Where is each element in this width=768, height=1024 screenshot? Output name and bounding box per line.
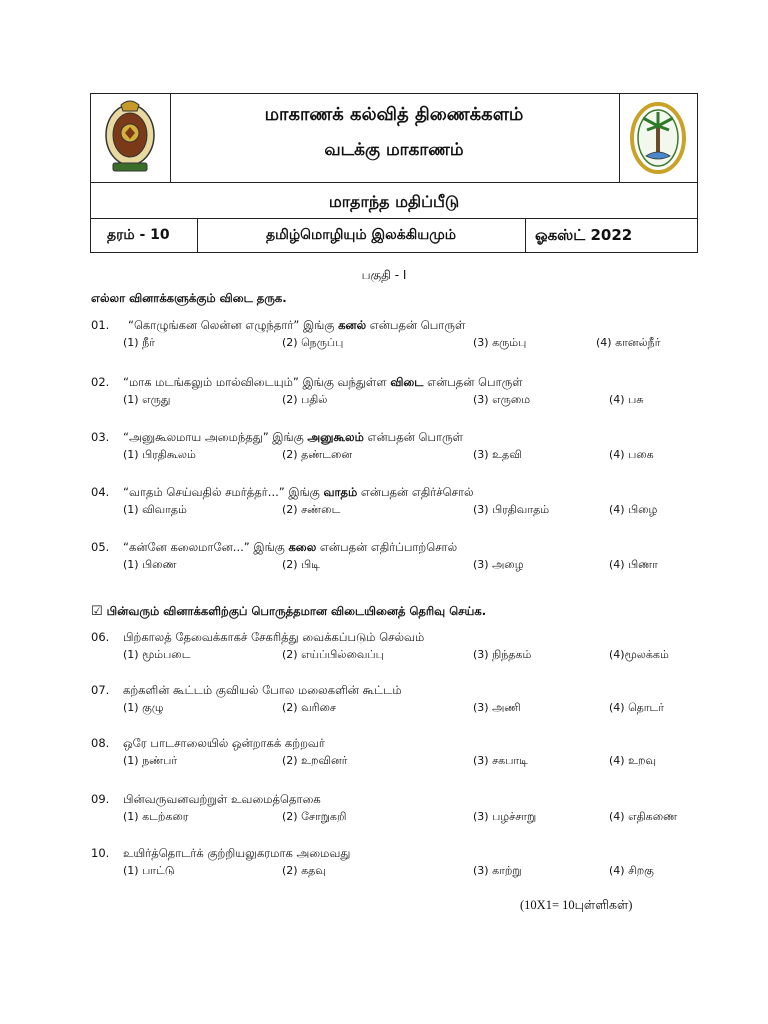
- question-stem: [123, 540, 457, 556]
- stem-text: என்பதன் எதிர்ச்சொல்: [357, 485, 474, 499]
- option: (3) அழை: [473, 558, 524, 571]
- question-number: 09.: [91, 792, 110, 806]
- key-word: கனல்: [338, 318, 367, 332]
- option: (3) நிந்தகம்: [473, 648, 532, 661]
- option: (4) பிழை: [609, 503, 658, 516]
- option: (3) சகபாடி: [473, 754, 528, 767]
- question-stem: உயிர்த்தொடர்க் குற்றியலுகரமாக அமைவது: [123, 846, 351, 860]
- marks-total: (10X1= 10புள்ளிகள்): [520, 898, 633, 912]
- option: (3) காற்று: [473, 864, 522, 877]
- option: (2) தண்டனை: [282, 448, 353, 461]
- key-word: கலை: [288, 540, 317, 554]
- key-word: வாதம்: [323, 485, 358, 499]
- option: (4)மூலக்கம்: [609, 648, 669, 661]
- header-divider: [525, 218, 526, 252]
- option: (3) கரும்பு: [473, 336, 527, 349]
- option: (1) பாட்டு: [123, 864, 175, 877]
- option: (2) உறவினர்: [282, 754, 348, 767]
- question-stem: [123, 375, 523, 391]
- option: (2) வரிசை: [282, 701, 337, 714]
- stem-text: “வாதம் செய்வதில் சமர்த்தர்...” இங்கு: [123, 485, 324, 499]
- option: (4) உறவு: [609, 754, 657, 767]
- question-number: 02.: [91, 375, 110, 389]
- part-title: பகுதி - I: [361, 268, 407, 282]
- question-stem: பின்வருவனவற்றுள் உவமைத்தொகை: [123, 792, 321, 806]
- option: (1) விவாதம்: [123, 503, 187, 516]
- stem-text: என்பதன் பொருள்: [366, 318, 466, 332]
- option: (4) பகை: [609, 448, 654, 461]
- question-stem: [123, 430, 463, 446]
- question-stem: பிற்காலத் தேவைக்காகச் சேகரித்து வைக்கப்படும் செல்வம்: [123, 630, 425, 644]
- instruction-text: பின்வரும் வினாக்களிற்குப் பொருத்தமான விடையினைத் தெரிவு செய்க.: [106, 604, 487, 618]
- option: (1) நீர்: [123, 336, 155, 349]
- question-number: 05.: [91, 540, 110, 554]
- northern-province-emblem-icon: [629, 100, 687, 176]
- stem-text: “அனுகூலமாய அமைந்தது” இங்கு: [123, 430, 308, 444]
- province-title: வடக்கு மாகாணம்: [324, 140, 464, 160]
- stem-text: “கன்னே கலைமானே...” இங்கு: [123, 540, 289, 554]
- question-number: 01.: [91, 318, 110, 332]
- question-number: 03.: [91, 430, 110, 444]
- option: (4) சிறகு: [609, 864, 654, 877]
- option: (1) மூம்படை: [123, 648, 191, 661]
- option: (4) கானல்நீர்: [596, 336, 661, 349]
- option: (3) எருமை: [473, 393, 531, 406]
- question-stem: [128, 318, 465, 334]
- option: (2) பதில்: [282, 393, 328, 406]
- option: (2) எய்ப்பில்வைப்பு: [282, 648, 384, 661]
- stem-text: என்பதன் பொருள்: [423, 375, 523, 389]
- sri-lanka-emblem-icon: [101, 99, 159, 175]
- option: (2) கதவு: [282, 864, 326, 877]
- exam-name: மாதாந்த மதிப்பீடு: [328, 192, 460, 211]
- question-stem: [123, 485, 474, 501]
- option: (1) குழு: [123, 701, 164, 714]
- option: (3) உதவி: [473, 448, 522, 461]
- stem-text: “மாக மடங்கலும் மால்விடையும்” இங்கு வந்துள்ள: [123, 375, 391, 389]
- key-word: விடை: [390, 375, 424, 389]
- key-word: அனுகூலம்: [307, 430, 364, 444]
- stem-text: “கொழுங்கன லென்ன எழுந்தார்” இங்கு: [128, 318, 339, 332]
- stem-text: என்பதன் பொருள்: [363, 430, 464, 444]
- option: (2) சோறுகறி: [282, 810, 347, 823]
- option: (1) எருது: [123, 393, 171, 406]
- header-box: [90, 93, 698, 253]
- question-number: 04.: [91, 485, 110, 499]
- header-divider: [619, 94, 620, 182]
- question-number: 10.: [91, 846, 110, 860]
- question-stem: கற்களின் கூட்டம் குவியல் போல மலைகளின் கூட்டம்: [123, 683, 402, 697]
- option: (3) பிரதிவாதம்: [473, 503, 550, 516]
- question-stem: ஒரே பாடசாலையில் ஒன்றாகக் கற்றவர்: [123, 736, 325, 750]
- option: (1) நண்பர்: [123, 754, 178, 767]
- question-number: 06.: [91, 630, 110, 644]
- stem-text: என்பதன் எதிர்ப்பாற்சொல்: [316, 540, 458, 554]
- header-divider: [91, 218, 697, 219]
- option: (3) பழச்சாறு: [473, 810, 537, 823]
- department-title: மாகாணக் கல்வித் திணைக்களம்: [264, 104, 524, 125]
- option: (4) தொடர்: [609, 701, 665, 714]
- grade-label: தரம் - 10: [107, 227, 170, 243]
- option: (4) பசு: [609, 393, 644, 406]
- checkbox-icon: ☑: [91, 604, 103, 619]
- option: (1) பிணை: [123, 558, 177, 571]
- option: (2) சண்டை: [282, 503, 341, 516]
- subject-label: தமிழ்மொழியும் இலக்கியமும்: [265, 227, 457, 243]
- instruction-all-questions: எல்லா வினாக்களுக்கும் விடை தருக.: [91, 291, 287, 305]
- question-number: 08.: [91, 736, 110, 750]
- header-divider: [91, 182, 697, 183]
- option: (1) கடற்கரை: [123, 810, 189, 823]
- option: (4) எதிகணை: [609, 810, 678, 823]
- option: (1) பிரதிகூலம்: [123, 448, 196, 461]
- option: (4) பிணா: [609, 558, 658, 571]
- option: (2) பிடி: [282, 558, 320, 571]
- option: (3) அணி: [473, 701, 521, 714]
- option: (2) நெருப்பு: [282, 336, 344, 349]
- instruction-choose-answer: [91, 604, 486, 620]
- exam-date: ஓகஸ்ட் 2022: [535, 226, 633, 244]
- question-number: 07.: [91, 683, 110, 697]
